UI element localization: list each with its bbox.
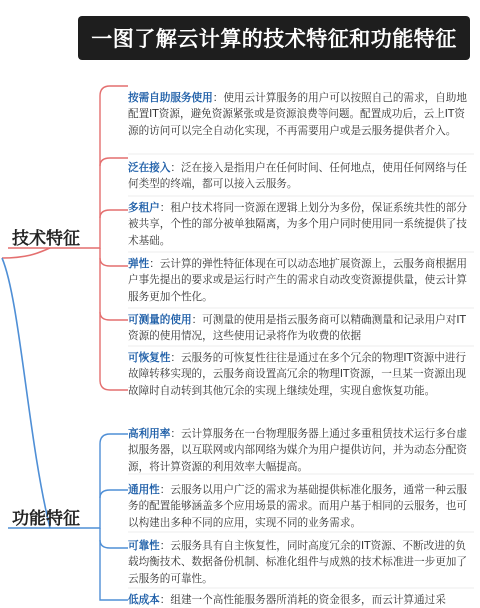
- branch-label-func: 功能特征: [12, 509, 80, 529]
- func-item-text: ：组建一个高性能服务器所消耗的资金很多，而云计算通过采: [159, 594, 446, 606]
- func-item-term: 高利用率: [128, 428, 171, 440]
- tech-mid-2: [100, 210, 128, 218]
- tech-mid-1: [100, 158, 128, 166]
- branch-label-tech: 技术特征: [12, 229, 80, 249]
- page-title: 一图了解云计算的技术特征和功能特征: [91, 27, 457, 51]
- func-mid-2: [100, 540, 128, 548]
- tech-item-term: 多租户: [128, 202, 160, 214]
- tech-mid-4: [100, 312, 128, 320]
- tech-item-text: ：云服务的可恢复性往往是通过在多个冗余的物理IT资源中进行故障转移实现的，云服务商设置高冗余的物理IT资源，一旦某一资源出现故障时自动转到其他冗余的实现上继续处理，实现自愈恢复功能。: [128, 352, 466, 397]
- tech-item-text: ：可测量的使用是指云服务商可以精确测量和记录用户对IT资源的使用情况，这些使用记录将作为收费的依据: [128, 314, 466, 343]
- func-item-text: ：云服务具有自主恢复性，同时高度冗余的IT资源、不断改进的负载均衡技术、数据备份机制、标准化组件与成熟的技术标准进一步更加了云服务的可靠性。: [128, 540, 467, 585]
- func-trunk-top: [86, 434, 128, 528]
- func-item-reliability: [128, 538, 472, 587]
- tech-item-text: ：租户技术将同一资源在逻辑上划分为多份，保证系统共性的部分被共享，个性的部分被单独隔离，为多个用户同时使用同一系统提供了技术基础。: [128, 202, 467, 247]
- tech-trunk-top: [86, 86, 128, 248]
- func-item-term: 通用性: [128, 484, 160, 496]
- tech-item-multi-tenant: [128, 200, 472, 249]
- func-mid-1: [100, 490, 128, 498]
- root-to-func-curve: [2, 258, 50, 528]
- tech-item-text: ：使用云计算服务的用户可以按照自己的需求，自助地配置IT资源，避免资源紧张或是资源浪费等问题。配置成功后，云上IT资源的访问可以完全自动化实现，不再需要用户或是云服务提供者介入。: [128, 92, 467, 137]
- func-item-universality: [128, 482, 472, 531]
- func-item-high-utilization: [128, 426, 472, 475]
- tech-item-measured-usage: [128, 312, 472, 345]
- tech-item-elasticity: [128, 256, 472, 305]
- func-item-term: 可靠性: [128, 540, 160, 552]
- tech-item-term: 可恢复性: [128, 352, 171, 364]
- func-item-text: ：云服务以用户广泛的需求为基础提供标准化服务，通常一种云服务的配置能够涵盖多个应用场景的需求。而用户基于相同的云服务，也可以构建出多种不同的应用，实现不同的业务需求。: [128, 484, 467, 529]
- tech-mid-3: [100, 258, 128, 266]
- tech-item-term: 可测量的使用: [128, 314, 192, 326]
- tech-item-term: 按需自助服务使用: [128, 92, 213, 104]
- func-trunk-bottom: [100, 528, 128, 600]
- tech-item-term: 弹性: [128, 258, 150, 270]
- tech-item-text: ：云计算的弹性特征体现在可以动态地扩展资源上，云服务商根据用户事先提出的要求或是运行时产生的需求自动改变资源提供量，使云计算服务更加个性化。: [128, 258, 467, 303]
- tech-item-self-service: [128, 90, 472, 139]
- tech-item-recoverability: [128, 350, 472, 399]
- tech-item-ubiquitous-access: [128, 160, 472, 193]
- func-item-text: ：云计算服务在一台物理服务器上通过多重租赁技术运行多台虚拟服务器，以互联网或内部网络为媒介为用户提供访问，并为动态分配资源，将计算资源的利用效率大幅提高。: [128, 428, 467, 473]
- tech-item-text: ：泛在接入是指用户在任何时间、任何地点，使用任何网络与任何类型的终端，都可以接入云服务。: [128, 162, 467, 191]
- func-item-term: 低成本: [128, 594, 160, 606]
- tech-item-term: 泛在接入: [128, 162, 171, 174]
